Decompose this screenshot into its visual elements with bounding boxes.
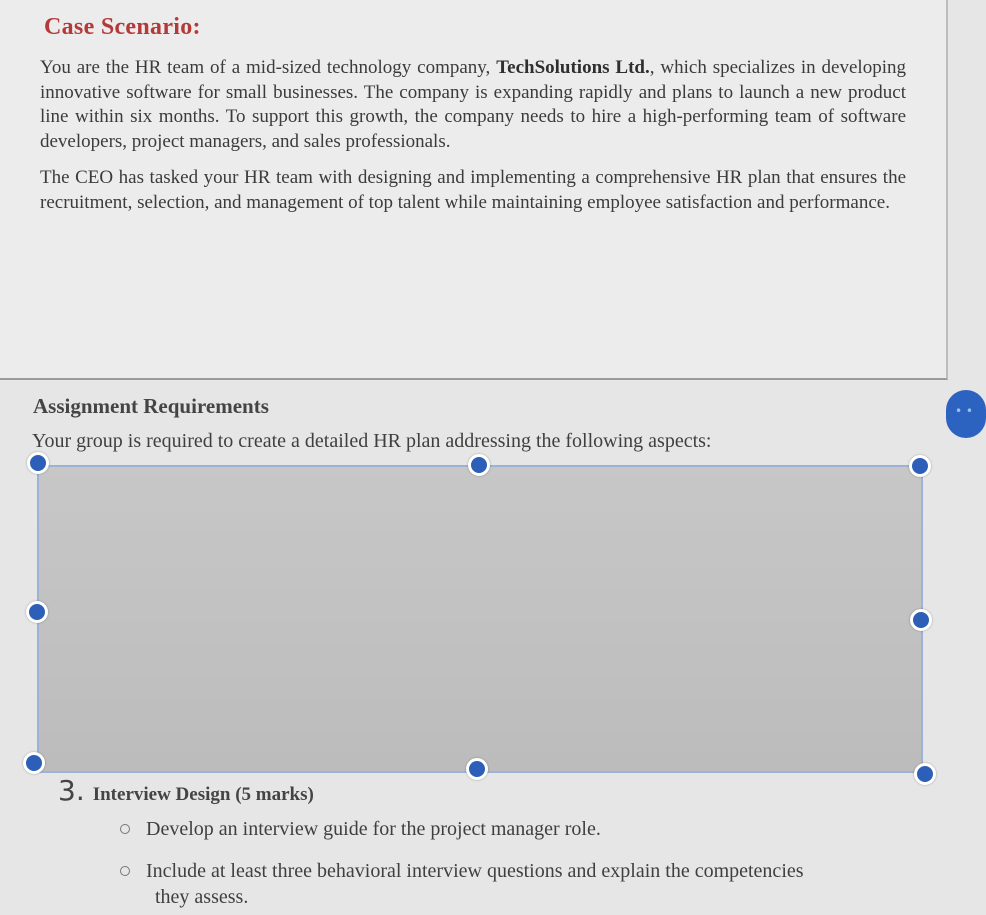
resize-handle-bottom-left[interactable] bbox=[23, 752, 45, 774]
side-tab-dots-icon: • • bbox=[955, 404, 973, 418]
bullet-text: Include at least three behavioral interview questions and explain the competencies bbox=[146, 860, 804, 882]
bullet-text: Develop an interview guide for the project manager role. bbox=[146, 818, 601, 840]
selected-image-placeholder[interactable] bbox=[37, 465, 923, 773]
case-paragraph-1-start: You are the HR team of a mid-sized technology company, bbox=[40, 57, 497, 78]
resize-handle-top-left[interactable] bbox=[27, 452, 49, 474]
case-paragraph-2: The CEO has tasked your HR team with designing and implementing a comprehensive HR plan that ensures the recruitment, selection, and management of top talent while maintaining employee satisfaction and performance. bbox=[40, 167, 906, 213]
requirements-intro: Your group is required to create a detailed HR plan addressing the following aspects: bbox=[32, 430, 712, 452]
side-panel-tab[interactable] bbox=[946, 390, 986, 438]
question-3-heading bbox=[58, 774, 314, 807]
assignment-requirements-heading: Assignment Requirements bbox=[33, 394, 269, 418]
case-paragraph-1 bbox=[40, 56, 906, 154]
bullet-text-continued: they assess. bbox=[155, 886, 249, 908]
bullet-item bbox=[146, 816, 601, 842]
case-scenario-box bbox=[0, 0, 948, 380]
resize-handle-middle-left[interactable] bbox=[26, 601, 48, 623]
bullet-circle-icon bbox=[120, 866, 130, 876]
question-number: 3. bbox=[58, 774, 85, 807]
question-3-title: Interview Design (5 marks) bbox=[92, 784, 314, 805]
case-paragraph-1-end: , which specializes in developing innovative software for small businesses. The company is expanding rapidly and plans to launch a new product line within six months. To support this growth, the company needs to hire a high-performing team of software developers, project managers, and sales professionals. bbox=[40, 57, 906, 152]
bullet-item bbox=[146, 858, 916, 910]
image-content bbox=[39, 467, 921, 771]
case-scenario-title: Case Scenario: bbox=[44, 14, 201, 40]
resize-handle-top-middle[interactable] bbox=[468, 454, 490, 476]
bullet-circle-icon bbox=[120, 824, 130, 834]
resize-handle-top-right[interactable] bbox=[909, 455, 931, 477]
company-name: TechSolutions Ltd. bbox=[496, 57, 650, 78]
resize-handle-middle-right[interactable] bbox=[910, 609, 932, 631]
resize-handle-bottom-right[interactable] bbox=[914, 763, 936, 785]
resize-handle-bottom-middle[interactable] bbox=[466, 758, 488, 780]
